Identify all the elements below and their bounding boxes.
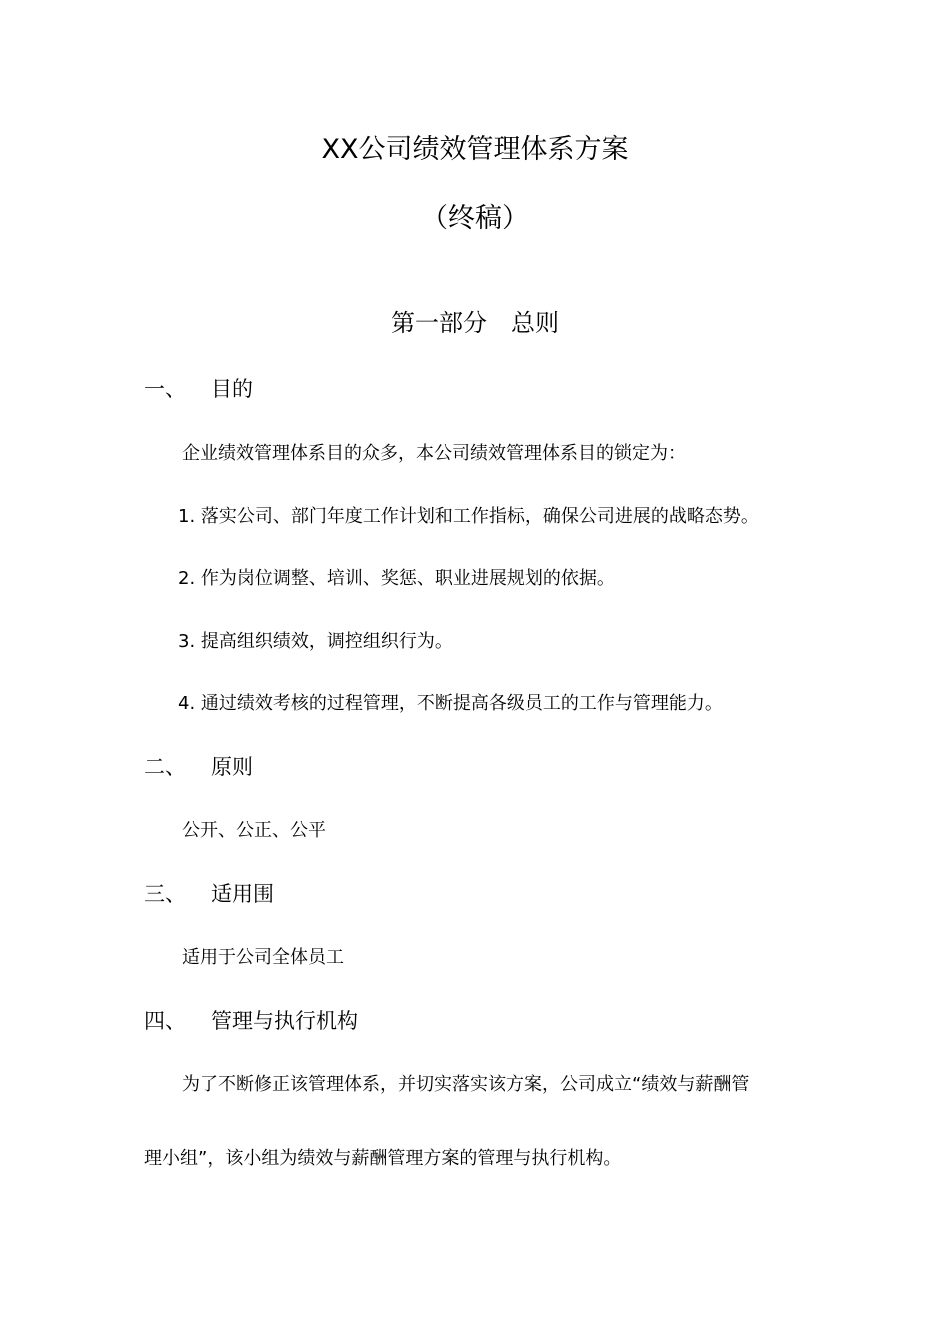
paragraph: 公开、公正、公平 xyxy=(182,820,326,841)
paragraph-line: 理小组”，该小组为绩效与薪酬管理方案的管理与执行机构。 xyxy=(144,1148,622,1169)
paragraph: 企业绩效管理体系目的众多，本公司绩效管理体系目的锁定为： xyxy=(182,443,686,464)
paragraph: 适用于公司全体员工 xyxy=(182,947,344,968)
part-title: 第一部分 总则 xyxy=(391,309,559,337)
list-item: 3. 提高组织绩效，调控组织行为。 xyxy=(178,631,453,652)
section-heading: 管理与执行机构 xyxy=(211,1009,358,1033)
list-item: 1. 落实公司、部门年度工作计划和工作指标，确保公司进展的战略态势。 xyxy=(178,506,759,527)
section-number: 二、 xyxy=(144,755,186,779)
section-heading: 适用围 xyxy=(211,882,274,906)
paragraph-line: 为了不断修正该管理体系，并切实落实该方案，公司成立“绩效与薪酬管 xyxy=(182,1074,750,1095)
document-title: XX公司绩效管理体系方案 xyxy=(321,134,629,165)
list-item: 4. 通过绩效考核的过程管理，不断提高各级员工的工作与管理能力。 xyxy=(178,693,723,714)
section-number: 三、 xyxy=(144,882,186,906)
document-subtitle: （终稿） xyxy=(421,203,529,234)
section-number: 四、 xyxy=(144,1009,186,1033)
section-heading: 原则 xyxy=(211,755,253,779)
section-number: 一、 xyxy=(144,377,186,401)
section-heading: 目的 xyxy=(211,377,253,401)
list-item: 2. 作为岗位调整、培训、奖惩、职业进展规划的依据。 xyxy=(178,568,615,589)
